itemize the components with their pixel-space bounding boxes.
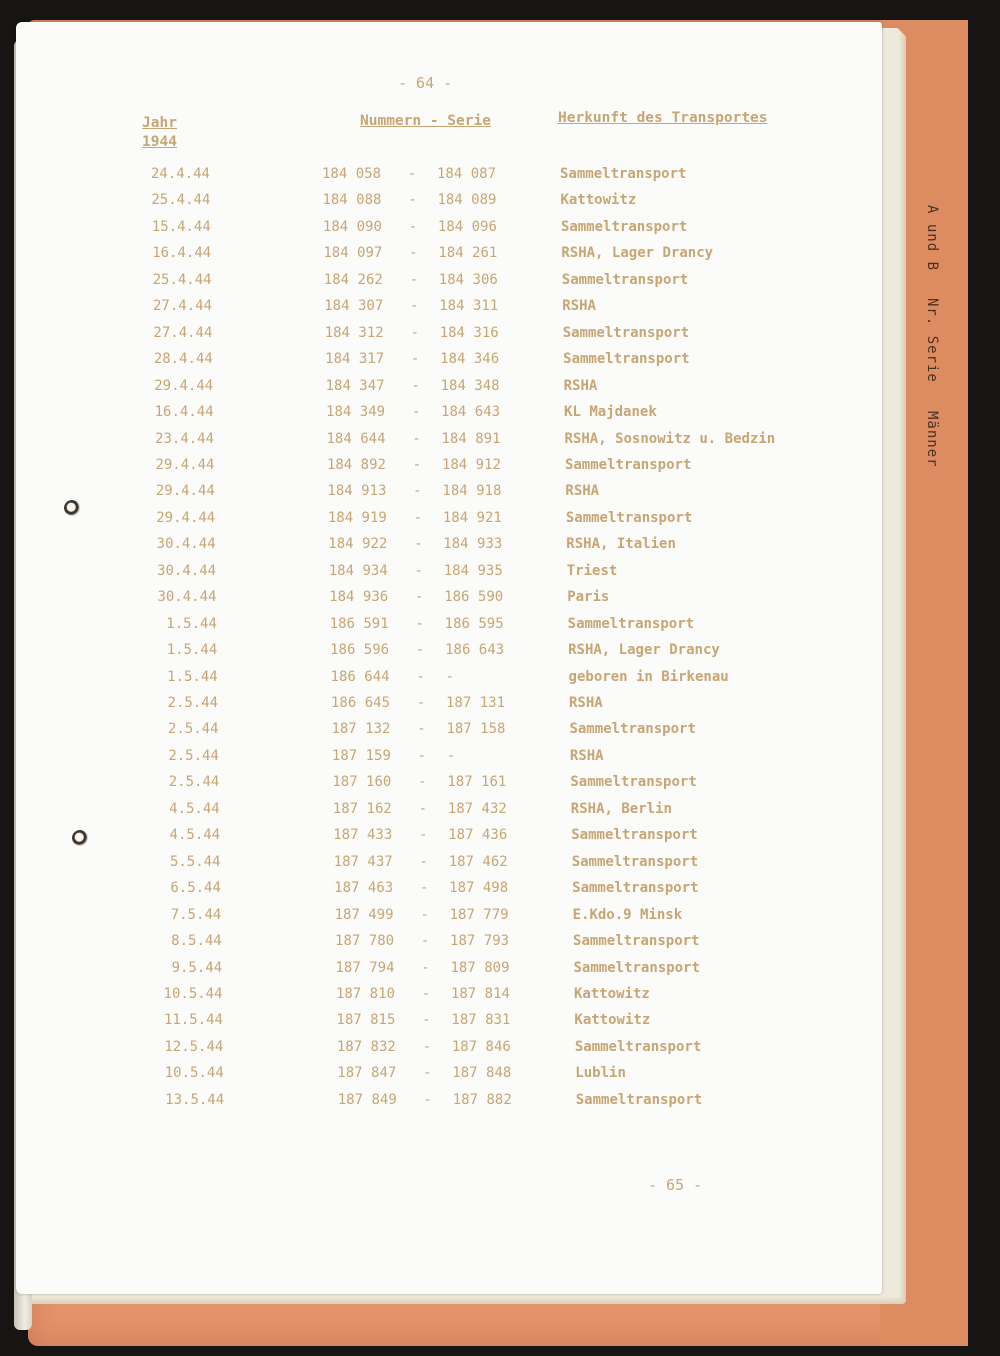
origin-cell: Kattowitz: [573, 985, 650, 1002]
range-dash: -: [422, 1038, 432, 1055]
range-dash: -: [410, 324, 419, 341]
range-dash: -: [409, 271, 419, 288]
number-start-cell: 184 312: [324, 324, 384, 341]
date-cell: 10.5.44: [164, 1065, 224, 1082]
range-dash: -: [421, 985, 431, 1002]
number-end-cell: 184 346: [440, 351, 500, 368]
table-row: [0, 455, 1000, 481]
origin-cell: geboren in Birkenau: [568, 668, 729, 685]
range-dash: -: [416, 668, 425, 685]
number-start-cell: 186 645: [331, 695, 391, 711]
number-end-cell: 187 848: [452, 1065, 512, 1082]
number-end-cell: -: [445, 668, 454, 685]
origin-cell: Lublin: [575, 1065, 626, 1082]
date-cell: 24.4.44: [150, 166, 210, 182]
number-end-cell: 187 831: [451, 1012, 511, 1029]
date-cell: 9.5.44: [171, 959, 223, 976]
number-start-cell: 184 307: [324, 298, 384, 315]
date-cell: 30.4.44: [157, 589, 217, 606]
range-dash: -: [410, 351, 420, 368]
number-end-cell: 187 809: [450, 959, 510, 976]
range-dash: -: [415, 615, 424, 632]
origin-cell: Sammeltransport: [565, 509, 693, 526]
date-cell: 16.4.44: [154, 404, 214, 421]
date-cell: 30.4.44: [156, 536, 216, 553]
table-row: [0, 902, 1000, 928]
table-row: [0, 1087, 1000, 1113]
number-start-cell: 184 058: [322, 166, 382, 182]
number-end-cell: 187 462: [448, 853, 508, 870]
date-cell: 2.5.44: [167, 695, 219, 711]
date-cell: 10.5.44: [163, 985, 223, 1002]
date-cell: 4.5.44: [169, 800, 220, 817]
side-label-part: A und B: [924, 205, 940, 272]
table-row: [0, 981, 1000, 1007]
origin-cell: RSHA: [563, 377, 598, 394]
number-end-cell: 187 436: [448, 827, 508, 844]
number-end-cell: 184 933: [443, 536, 503, 553]
date-cell: 2.5.44: [167, 721, 219, 738]
table-row: [0, 271, 1000, 297]
page-number-top: - 64 -: [398, 74, 453, 92]
origin-cell: Sammeltransport: [572, 880, 699, 897]
origin-cell: Paris: [567, 589, 610, 606]
date-cell: 15.4.44: [151, 218, 211, 235]
number-end-cell: 187 846: [451, 1038, 511, 1055]
origin-cell: Sammeltransport: [563, 351, 690, 368]
origin-cell: RSHA: [569, 747, 604, 764]
table-row: [0, 508, 1000, 534]
date-cell: 2.5.44: [168, 774, 220, 791]
number-start-cell: 186 596: [330, 642, 390, 659]
table-row: [0, 824, 1000, 850]
header-nummern-serie: Nummern - Serie: [360, 113, 491, 129]
origin-cell: Sammeltransport: [574, 1038, 702, 1055]
origin-cell: E.Kdo.9 Minsk: [572, 906, 683, 923]
number-start-cell: 187 815: [336, 1012, 396, 1029]
origin-cell: Kattowitz: [560, 192, 637, 209]
date-cell: 12.5.44: [164, 1038, 224, 1055]
origin-cell: Sammeltransport: [570, 774, 697, 791]
number-end-cell: 184 087: [437, 166, 497, 182]
number-start-cell: 184 347: [325, 377, 385, 394]
table-row: [0, 745, 1000, 771]
number-start-cell: 186 644: [330, 668, 390, 685]
number-start-cell: 187 463: [334, 880, 394, 897]
table-row: [0, 482, 1000, 508]
range-dash: -: [420, 933, 430, 950]
number-start-cell: 187 810: [335, 985, 395, 1002]
number-end-cell: 186 643: [445, 642, 505, 659]
origin-cell: Triest: [566, 562, 618, 579]
origin-cell: Sammeltransport: [562, 324, 690, 341]
date-cell: 23.4.44: [155, 430, 215, 447]
number-end-cell: 184 643: [441, 404, 501, 421]
number-start-cell: 187 849: [337, 1091, 397, 1108]
number-start-cell: 187 132: [331, 721, 391, 738]
number-start-cell: 184 262: [323, 271, 383, 288]
range-dash: -: [411, 404, 421, 421]
number-end-cell: 184 096: [437, 218, 497, 235]
number-start-cell: 184 934: [328, 562, 388, 579]
range-dash: -: [408, 218, 418, 235]
range-dash: -: [412, 456, 422, 473]
range-dash: -: [417, 721, 426, 738]
table-row: [0, 876, 1000, 902]
table-row: [0, 771, 1000, 797]
number-start-cell: 187 162: [332, 800, 392, 817]
number-end-cell: 187 779: [449, 906, 509, 923]
header-herkunft: Herkunft des Transportes: [558, 110, 768, 126]
origin-cell: RSHA, Italien: [566, 536, 676, 553]
range-dash: -: [414, 589, 424, 606]
date-cell: 11.5.44: [163, 1012, 223, 1029]
range-dash: -: [414, 562, 423, 579]
number-end-cell: 184 316: [439, 324, 499, 341]
number-end-cell: 187 793: [450, 933, 510, 950]
table-row: [0, 324, 1000, 350]
date-cell: 29.4.44: [155, 456, 215, 473]
table-row: [0, 1060, 1000, 1086]
range-dash: -: [408, 192, 417, 209]
date-cell: 1.5.44: [166, 642, 218, 659]
table-row: [0, 376, 1000, 402]
origin-cell: Sammeltransport: [573, 933, 700, 950]
origin-cell: Sammeltransport: [569, 721, 696, 738]
number-start-cell: 187 847: [337, 1065, 397, 1082]
table-row: [0, 429, 1000, 455]
table-row: [0, 192, 1000, 218]
number-end-cell: 184 921: [442, 509, 502, 526]
number-end-cell: 187 432: [447, 800, 507, 817]
header-jahr: Jahr: [142, 115, 177, 131]
date-cell: 5.5.44: [169, 853, 221, 870]
table-row: [0, 1008, 1000, 1034]
range-dash: -: [419, 827, 428, 844]
table-row: [0, 666, 1000, 692]
range-dash: -: [423, 1065, 432, 1082]
table-row: [0, 613, 1000, 639]
number-start-cell: 184 892: [326, 456, 386, 473]
number-start-cell: 184 088: [322, 192, 382, 209]
table-row: [0, 718, 1000, 744]
table-row: [0, 955, 1000, 981]
number-start-cell: 184 090: [322, 218, 382, 235]
date-cell: 27.4.44: [153, 324, 213, 341]
number-end-cell: 184 306: [438, 271, 498, 288]
number-start-cell: 187 780: [335, 933, 395, 950]
header-jahr-year: 1944: [142, 134, 177, 150]
table-row: [0, 797, 1000, 823]
side-label-part: Nr. Serie: [924, 298, 940, 384]
date-cell: 28.4.44: [153, 351, 213, 368]
table-row: [0, 245, 1000, 271]
date-cell: 16.4.44: [152, 245, 212, 262]
table-row: [0, 219, 1000, 245]
origin-cell: RSHA: [565, 483, 600, 500]
table-row: [0, 692, 1000, 718]
table-row: [0, 403, 1000, 429]
range-dash: -: [423, 1091, 432, 1108]
range-dash: -: [415, 642, 425, 659]
number-end-cell: 184 348: [440, 377, 500, 394]
origin-cell: Sammeltransport: [573, 959, 700, 976]
origin-cell: Sammeltransport: [575, 1091, 703, 1108]
date-cell: 1.5.44: [166, 615, 217, 632]
origin-cell: RSHA, Sosnowitz u. Bedzin: [564, 430, 776, 447]
range-dash: -: [407, 166, 417, 182]
range-dash: -: [421, 959, 430, 976]
origin-cell: RSHA: [562, 298, 596, 315]
number-end-cell: 184 891: [441, 430, 501, 447]
number-start-cell: 184 349: [326, 404, 386, 421]
table-row: [0, 534, 1000, 560]
origin-cell: RSHA, Lager Drancy: [568, 642, 720, 659]
number-end-cell: 184 912: [441, 456, 501, 473]
range-dash: -: [420, 906, 429, 923]
number-start-cell: 184 919: [327, 509, 387, 526]
page-number-bottom: - 65 -: [648, 1176, 703, 1194]
number-end-cell: 187 131: [446, 695, 506, 711]
origin-cell: Sammeltransport: [561, 271, 689, 288]
range-dash: -: [422, 1012, 431, 1029]
number-end-cell: 186 595: [444, 615, 504, 632]
number-start-cell: 184 097: [323, 245, 383, 262]
date-cell: 8.5.44: [171, 933, 222, 950]
table-row: [0, 929, 1000, 955]
range-dash: -: [417, 747, 427, 764]
date-cell: 29.4.44: [156, 509, 216, 526]
range-dash: -: [418, 774, 427, 791]
number-end-cell: 187 882: [452, 1091, 512, 1108]
date-cell: 29.4.44: [154, 377, 214, 394]
date-cell: 13.5.44: [165, 1091, 225, 1108]
range-dash: -: [410, 298, 419, 315]
number-end-cell: 186 590: [444, 589, 504, 606]
origin-cell: RSHA, Lager Drancy: [561, 245, 714, 262]
table-row: [0, 850, 1000, 876]
origin-cell: KL Majdanek: [564, 404, 657, 421]
date-cell: 27.4.44: [153, 298, 213, 315]
table-row: [0, 561, 1000, 587]
table-row: [0, 166, 1000, 192]
table-row: [0, 1034, 1000, 1060]
number-start-cell: 184 317: [325, 351, 385, 368]
date-cell: 7.5.44: [170, 906, 222, 923]
number-end-cell: 184 261: [438, 245, 498, 262]
number-end-cell: 187 498: [449, 880, 509, 897]
number-start-cell: 187 794: [335, 959, 395, 976]
origin-cell: Sammeltransport: [571, 827, 698, 844]
range-dash: -: [419, 880, 429, 897]
origin-cell: Sammeltransport: [560, 218, 688, 235]
table-row: [0, 587, 1000, 613]
range-dash: -: [414, 536, 423, 553]
date-cell: 2.5.44: [168, 747, 219, 764]
table-row: [0, 298, 1000, 324]
date-cell: 4.5.44: [169, 827, 221, 844]
origin-cell: Kattowitz: [574, 1012, 651, 1029]
number-start-cell: 187 832: [336, 1038, 396, 1055]
date-cell: 25.4.44: [152, 271, 212, 288]
range-dash: -: [413, 509, 423, 526]
range-dash: -: [412, 430, 421, 447]
number-end-cell: 184 935: [443, 562, 503, 579]
number-end-cell: 184 918: [442, 483, 502, 500]
number-start-cell: 184 644: [326, 430, 386, 447]
range-dash: -: [416, 695, 426, 711]
range-dash: -: [419, 853, 428, 870]
side-label-part: Männer: [924, 410, 940, 468]
date-cell: 25.4.44: [151, 192, 211, 209]
number-end-cell: 184 089: [437, 192, 497, 209]
table-row: [0, 350, 1000, 376]
origin-cell: RSHA: [569, 695, 603, 711]
origin-cell: Sammeltransport: [571, 853, 699, 870]
date-cell: 1.5.44: [167, 668, 218, 685]
number-start-cell: 187 437: [333, 853, 393, 870]
range-dash: -: [418, 800, 428, 817]
number-start-cell: 187 160: [332, 774, 392, 791]
number-start-cell: 187 433: [333, 827, 393, 844]
number-end-cell: 187 161: [447, 774, 507, 791]
origin-cell: Sammeltransport: [567, 615, 695, 632]
number-end-cell: 187 814: [450, 985, 510, 1002]
number-start-cell: 184 936: [329, 589, 389, 606]
number-end-cell: 187 158: [446, 721, 506, 738]
date-cell: 30.4.44: [157, 562, 217, 579]
origin-cell: RSHA, Berlin: [570, 800, 672, 817]
date-cell: 29.4.44: [155, 483, 215, 500]
date-cell: 6.5.44: [170, 880, 221, 897]
range-dash: -: [411, 377, 420, 394]
range-dash: -: [409, 245, 418, 262]
number-start-cell: 184 913: [327, 483, 387, 500]
origin-cell: Sammeltransport: [564, 456, 692, 473]
number-start-cell: 187 499: [334, 906, 394, 923]
table-row: [0, 639, 1000, 665]
range-dash: -: [413, 483, 422, 500]
number-start-cell: 187 159: [331, 747, 391, 764]
number-start-cell: 186 591: [329, 615, 389, 632]
number-start-cell: 184 922: [328, 536, 388, 553]
number-end-cell: -: [446, 747, 456, 764]
number-end-cell: 184 311: [439, 298, 499, 315]
origin-cell: Sammeltransport: [560, 166, 687, 182]
